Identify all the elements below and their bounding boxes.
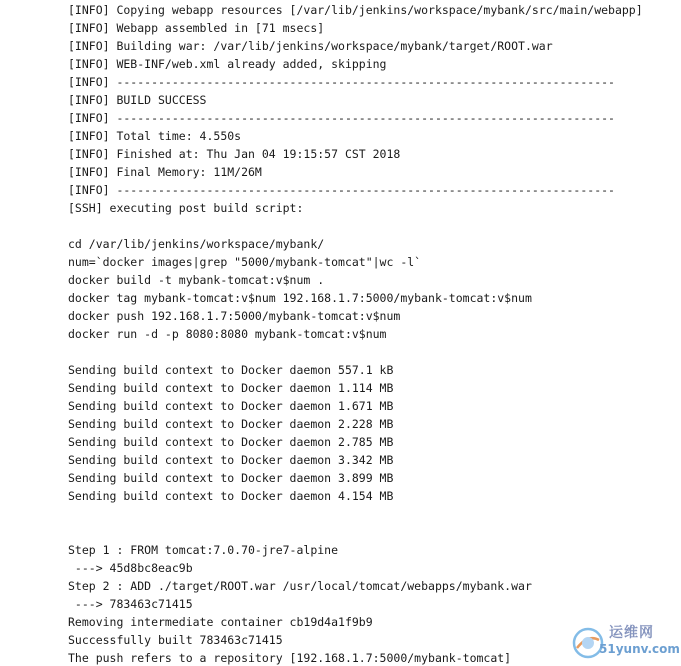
console-line: [INFO] Copying webapp resources [/var/lib/jenkins/workspace/mybank/src/main/webapp] — [68, 3, 643, 17]
console-line: [INFO] Finished at: Thu Jan 04 19:15:57 CST 2018 — [68, 147, 401, 161]
script-line: cd /var/lib/jenkins/workspace/mybank/ — [68, 237, 325, 251]
build-status-line: [INFO] BUILD SUCCESS — [68, 93, 207, 107]
console-blank-line — [68, 523, 671, 541]
docker-layer-line: ---> 783463c71415 — [68, 597, 193, 611]
console-line: [INFO] Webapp assembled in [71 msecs] — [68, 21, 325, 35]
console-line: [SSH] executing post build script: — [68, 201, 304, 215]
console-blank-line — [68, 343, 671, 361]
console-blank-line — [68, 505, 671, 523]
console-line: The push refers to a repository [192.168.1.7:5000/mybank-tomcat] — [68, 651, 512, 665]
console-output — [68, 1, 671, 666]
site-watermark — [565, 620, 680, 664]
script-line: docker push 192.168.1.7:5000/mybank-tomcat:v$num — [68, 309, 401, 323]
docker-context-line: Sending build context to Docker daemon 2.785 MB — [68, 435, 394, 449]
console-line: [INFO] WEB-INF/web.xml already added, skipping — [68, 57, 387, 71]
console-line: [INFO] Total time: 4.550s — [68, 129, 242, 143]
console-separator: [INFO] ------------------------------------------------------------------------ — [68, 183, 615, 197]
docker-step-line: Step 2 : ADD ./target/ROOT.war /usr/local/tomcat/webapps/mybank.war — [68, 579, 532, 593]
watermark-subtitle: 51yunv.com — [599, 642, 680, 656]
script-line: docker tag mybank-tomcat:v$num 192.168.1.7:5000/mybank-tomcat:v$num — [68, 291, 532, 305]
script-line: docker run -d -p 8080:8080 mybank-tomcat:v$num — [68, 327, 387, 341]
console-separator: [INFO] ------------------------------------------------------------------------ — [68, 111, 615, 125]
docker-layer-line: ---> 45d8bc8eac9b — [68, 561, 193, 575]
console-line: [INFO] Final Memory: 11M/26M — [68, 165, 262, 179]
script-line: num=`docker images|grep "5000/mybank-tomcat"|wc -l` — [68, 255, 422, 269]
script-line: docker build -t mybank-tomcat:v$num . — [68, 273, 325, 287]
console-separator: [INFO] ------------------------------------------------------------------------ — [68, 75, 615, 89]
console-line: [INFO] Building war: /var/lib/jenkins/workspace/mybank/target/ROOT.war — [68, 39, 553, 53]
docker-context-line: Sending build context to Docker daemon 2.228 MB — [68, 417, 394, 431]
docker-context-line: Sending build context to Docker daemon 1.114 MB — [68, 381, 394, 395]
docker-context-line: Sending build context to Docker daemon 1.671 MB — [68, 399, 394, 413]
docker-context-line: Sending build context to Docker daemon 557.1 kB — [68, 363, 394, 377]
watermark-title: 运维网 — [609, 625, 654, 641]
docker-step-line: Step 1 : FROM tomcat:7.0.70-jre7-alpine — [68, 543, 339, 557]
docker-context-line: Sending build context to Docker daemon 3.899 MB — [68, 471, 394, 485]
docker-context-line: Sending build context to Docker daemon 3.342 MB — [68, 453, 394, 467]
console-line: Successfully built 783463c71415 — [68, 633, 283, 647]
console-blank-line — [68, 217, 671, 235]
console-line: Removing intermediate container cb19d4a1f9b9 — [68, 615, 373, 629]
docker-context-line: Sending build context to Docker daemon 4.154 MB — [68, 489, 394, 503]
